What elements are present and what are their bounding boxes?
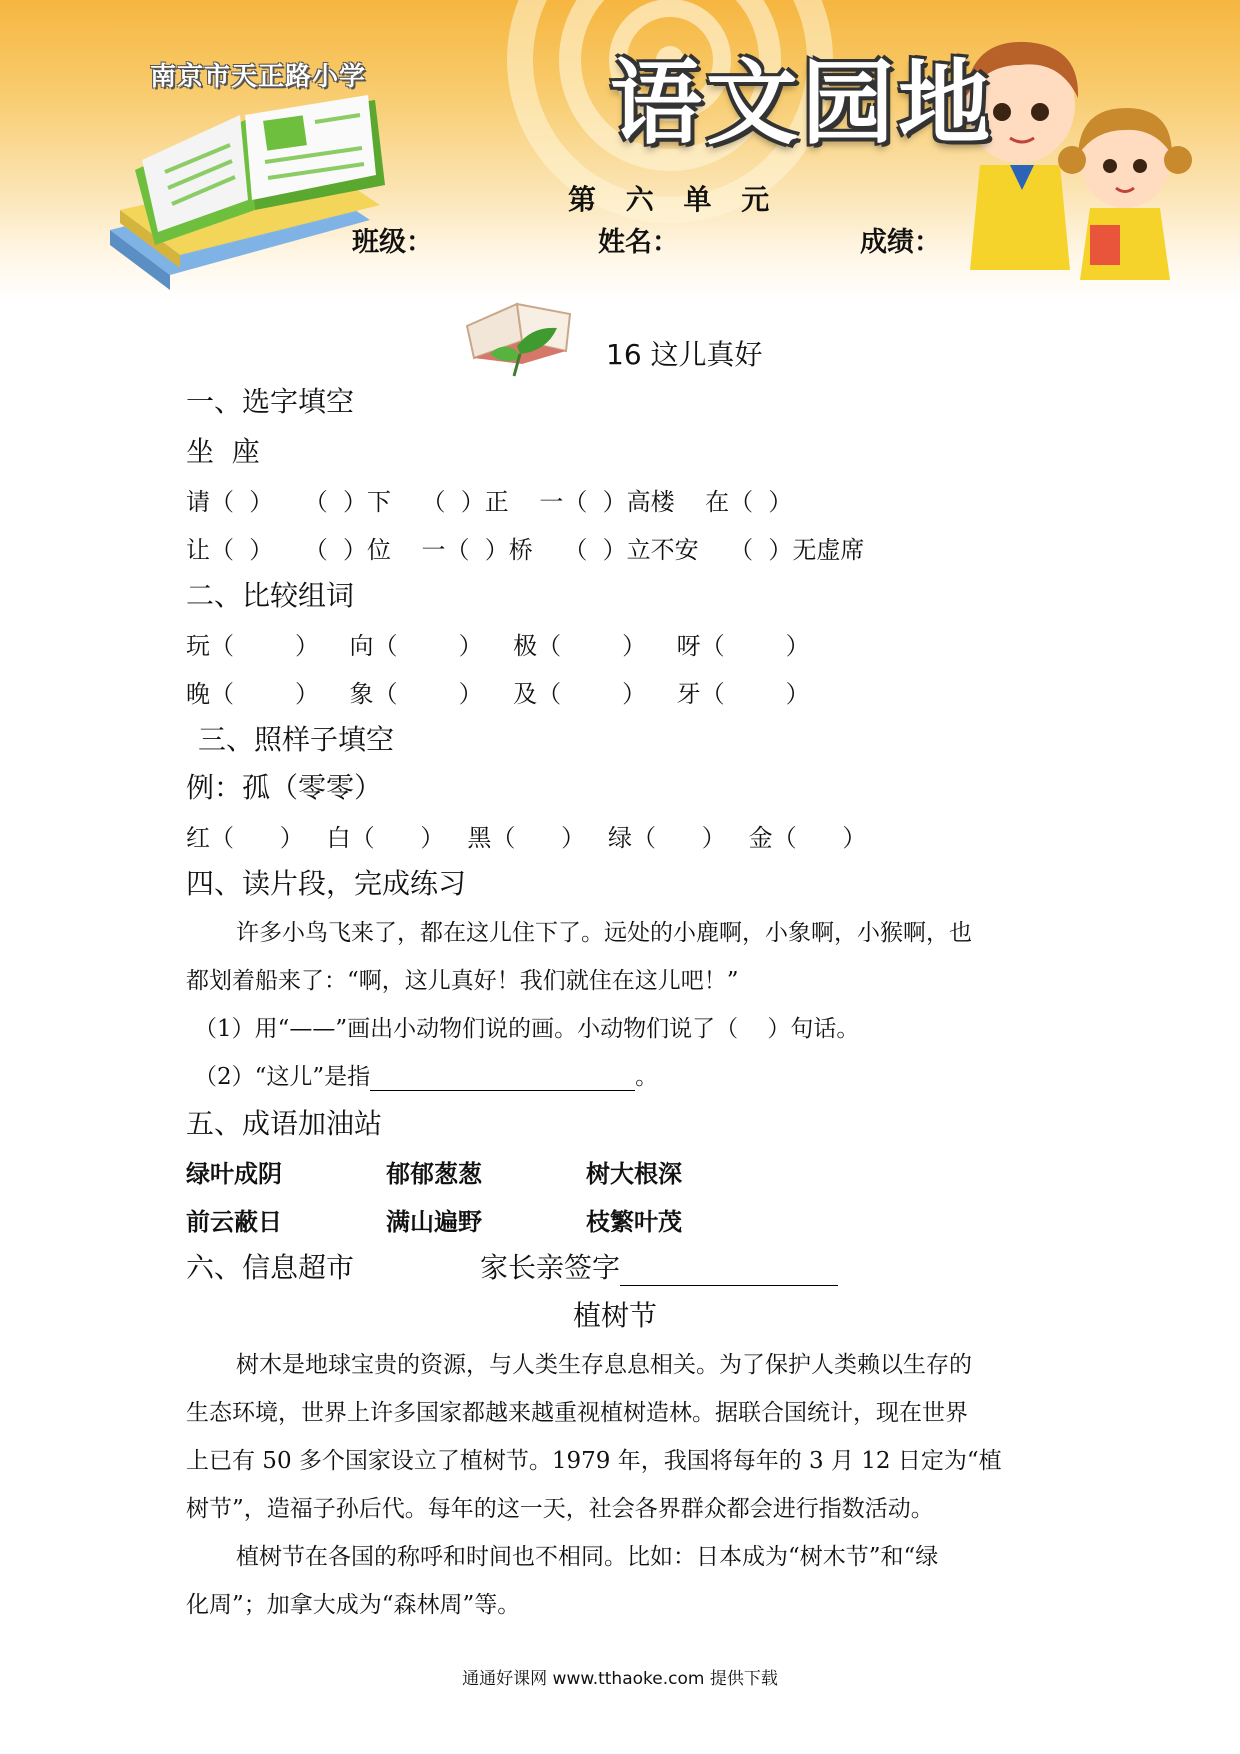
score-label: 成绩：: [860, 227, 941, 258]
article-title: 植树节: [573, 1299, 658, 1332]
worksheet-header: [0, 0, 1240, 300]
section-1-chars: 坐 座: [186, 435, 260, 468]
idiom: 树大根深: [586, 1159, 682, 1188]
idiom-row-1: [186, 1154, 682, 1189]
idiom: 前云蔽日: [186, 1207, 282, 1236]
passage-line-1: 许多小鸟飞来了，都在这儿住下了。远处的小鹿啊，小象啊，小猴啊，也: [236, 920, 972, 946]
idiom: 郁郁葱葱: [386, 1159, 482, 1188]
section-2-row-1: 玩（ ） 向（ ） 极（ ） 呀（ ）: [186, 632, 810, 660]
section-3-example: 例：孤（零零）: [186, 771, 383, 804]
idiom: 枝繁叶茂: [586, 1207, 682, 1236]
section-5-heading: 五、成语加油站: [186, 1107, 383, 1140]
lesson-title: 16 这儿真好: [606, 338, 763, 371]
answer-blank[interactable]: [370, 1066, 635, 1091]
section-1-row-2: 让（ ） （ ）位 一（ ）桥 （ ）立不安 （ ）无虚席: [186, 536, 865, 564]
question-2: （2）“这儿”是指 。: [194, 1064, 659, 1090]
article-line-2: 生态环境，世界上许多国家都越来越重视植树造林。据联合国统计，现在世界: [186, 1400, 968, 1426]
section-1-row-1: 请（ ） （ ）下 （ ）正 一（ ）高楼 在（ ）: [186, 488, 793, 516]
unit-title: 第 六 单 元: [568, 183, 780, 216]
article-line-3: 上已有 50 多个国家设立了植树节。1979 年，我国将每年的 3 月 12 日定为“植: [186, 1448, 1002, 1474]
school-name: 南京市天正路小学: [150, 62, 367, 92]
signature-blank[interactable]: [620, 1255, 838, 1286]
section-3-row: 红（ ） 白（ ） 黑（ ） 绿（ ） 金（ ）: [186, 824, 867, 852]
article-line-5: 植树节在各国的称呼和时间也不相同。比如：日本成为“树木节”和“绿: [236, 1544, 939, 1570]
section-2-heading: 二、比较组词: [186, 579, 355, 612]
logo-title: 语文园地: [610, 50, 995, 157]
name-label: 姓名：: [598, 227, 679, 258]
section-2-row-2: 晚（ ） 象（ ） 及（ ） 牙（ ）: [186, 680, 810, 708]
idiom: 满山遍野: [386, 1207, 482, 1236]
class-label: 班级：: [352, 227, 433, 258]
article-line-1: 树木是地球宝贵的资源，与人类生存息息相关。为了保护人类赖以生存的: [236, 1352, 972, 1378]
idiom-row-2: [186, 1202, 682, 1237]
idiom: 绿叶成阴: [186, 1159, 282, 1188]
section-1-heading: 一、选字填空: [186, 385, 355, 418]
parent-signature: 家长亲签字: [480, 1246, 838, 1286]
section-3-heading: 三、照样子填空: [198, 723, 395, 756]
article-line-4: 树节”，造福子孙后代。每年的这一天，社会各界群众都会进行指数活动。: [186, 1496, 934, 1522]
section-4-heading: 四、读片段，完成练习: [186, 867, 467, 900]
article-line-6: 化周”；加拿大成为“森林周”等。: [186, 1592, 521, 1618]
footer-credit: 通通好课网 www.tthaoke.com 提供下载: [462, 1669, 778, 1689]
book-leaf-icon: [462, 296, 582, 378]
question-1: （1）用“——”画出小动物们说的画。小动物们说了（ ）句话。: [194, 1016, 860, 1042]
passage-line-2: 都划着船来了：“啊，这儿真好！我们就住在这儿吧！”: [186, 968, 739, 994]
section-6-heading: 六、信息超市: [186, 1251, 355, 1284]
